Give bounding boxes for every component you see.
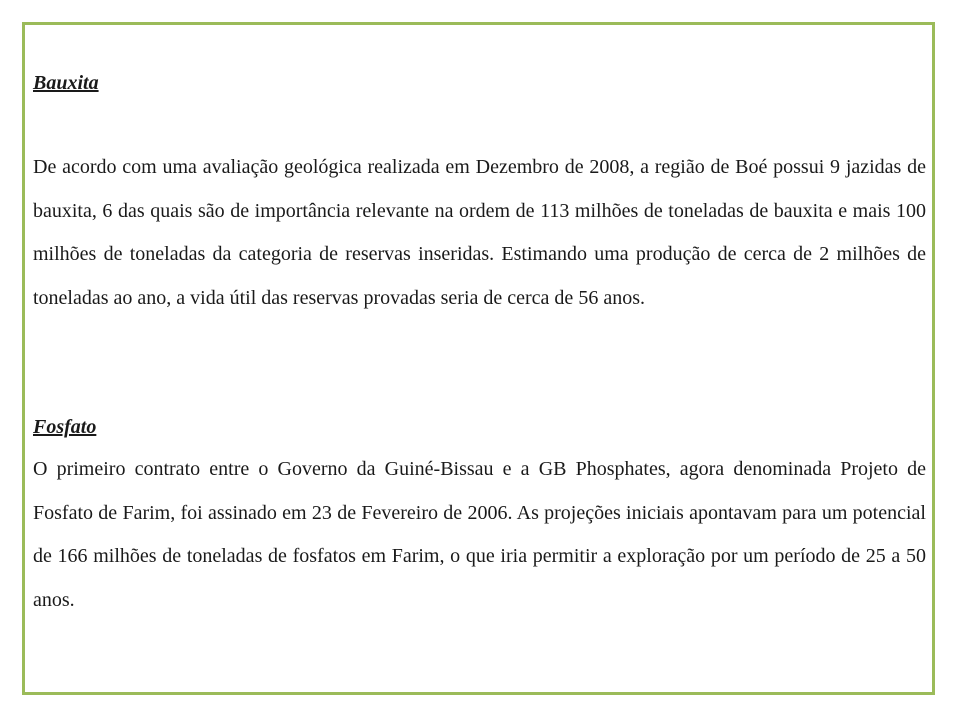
section-body-bauxita: De acordo com uma avaliação geológica realizada em Dezembro de 2008, a região de Boé possui 9 jazidas de bauxita, 6 das quais são de importância relevante na ordem de 113 milhões de toneladas de bauxita e mais 100 milhões de toneladas da categoria de reservas inseridas. Estimando uma produção de cerca de 2 milhões de toneladas ao ano, a vida útil das reservas provadas seria de cerca de 56 anos. (33, 156, 926, 309)
section-heading-fosfato: Fosfato (33, 416, 97, 438)
section-body-fosfato: O primeiro contrato entre o Governo da Guiné-Bissau e a GB Phosphates, agora denominada Projeto de Fosfato de Farim, foi assinado em 23 de Fevereiro de 2006. As projeções iniciais apontavam para um potencial de 166 milhões de toneladas de fosfatos em Farim, o que iria permitir a exploração por um período de 25 a 50 anos. (33, 458, 926, 611)
section-heading-bauxita: Bauxita (33, 72, 99, 94)
